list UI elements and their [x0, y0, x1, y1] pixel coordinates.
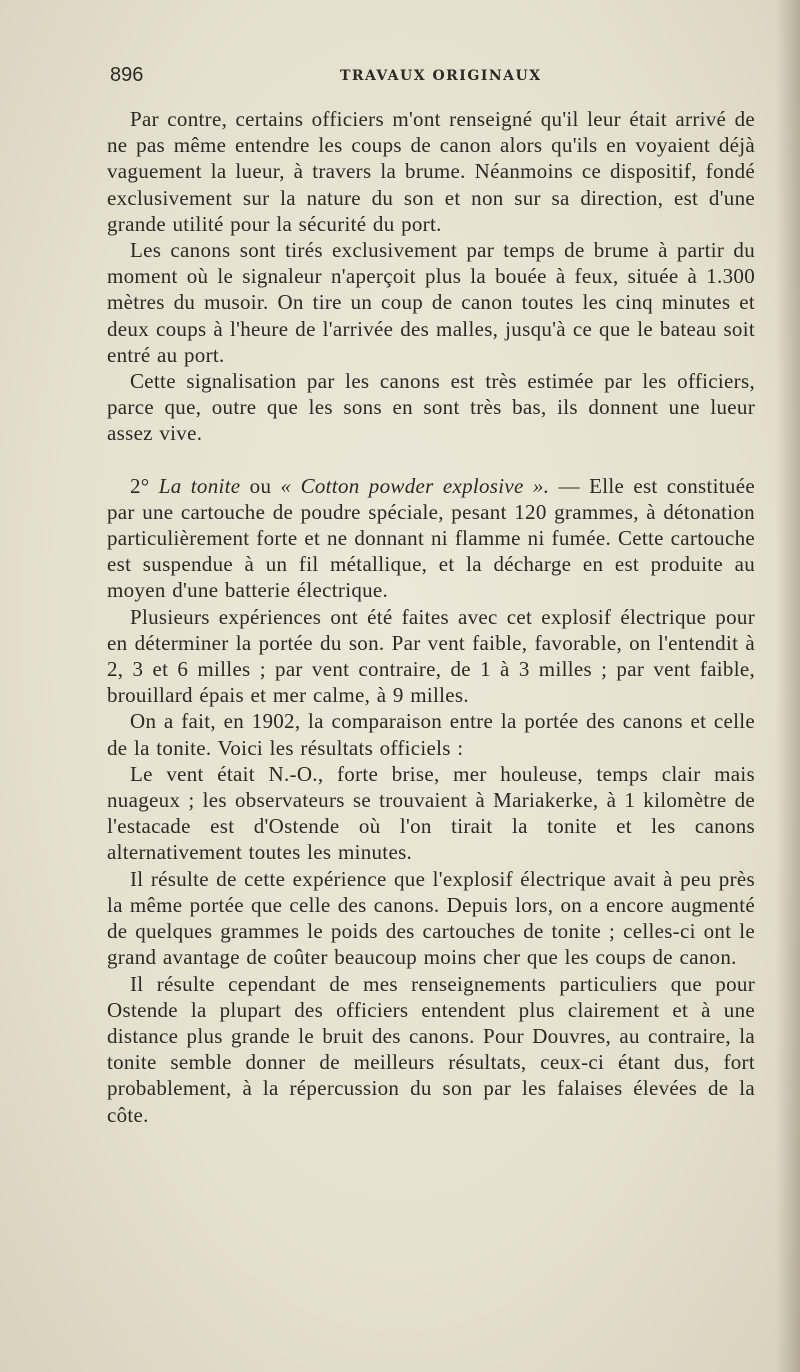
section-connector: ou [249, 473, 272, 498]
page-header [110, 64, 755, 90]
section-text: — Elle est constituée par une cartouche de poudre spéciale, pesant 120 grammes, à détonation particulièrement forte et ne donnant ni flamme ni fumée. Cette cartouche est suspendue à un fil métallique, et la décharge en est produite au moyen d'une batterie électrique. [107, 473, 755, 603]
paragraph-8: Il résulte cependant de mes renseignements particuliers que pour Ostende la plupart des officiers entendent plus clairement et à une distance plus grande le bruit des canons. Pour Douvres, au contraire, la tonite semble donner de meilleurs résultats, ceux-ci étant dus, fort probablement, à la répercussion du son par les falaises élevées de la côte. [107, 971, 755, 1127]
page-edge-shadow [776, 0, 800, 1372]
paragraph-2: Les canons sont tirés exclusivement par temps de brume à partir du moment où le signaleur n'aperçoit plus la bouée à feux, située à 1.300 mètres du musoir. On tire un coup de canon toutes les cinq minutes et deux coups à l'heure de l'arrivée des malles, jusqu'à ce que le bateau soit entré au port. [107, 238, 755, 367]
section-subtitle: « Cotton powder explosive ». [280, 473, 550, 498]
paragraph-4: Plusieurs expériences ont été faites avec cet explosif électrique pour en déterminer la portée du son. Par vent faible, favorable, on l'entendit à 2, 3 et 6 milles ; par vent contraire, de 1 à 3 milles ; par vent faible, brouillard épais et mer calme, à 9 milles. [107, 604, 755, 708]
paragraph-6: Le vent était N.-O., forte brise, mer houleuse, temps clair mais nuageux ; les observateurs se trouvaient à Mariakerke, à 1 kilomètre de l'estacade est d'Ostende où l'on tirait la tonite et les canons alternativement toutes les minutes. [107, 761, 755, 865]
paragraph-7: Il résulte de cette expérience que l'explosif électrique avait à peu près la même portée que celle des canons. Depuis lors, on a encore augmenté de quelques grammes le poids des cartouches de tonite ; celles-ci ont le grand avantage de coûter beaucoup moins cher que les coups de canon. [107, 866, 755, 970]
paragraph-5: On a fait, en 1902, la comparaison entre la portée des canons et celle de la tonite. Voici les résultats officiels : [107, 709, 755, 760]
page-number: 896 [110, 64, 144, 86]
section-number: 2° [130, 473, 150, 498]
paragraph-3: Cette signalisation par les canons est très estimée par les officiers, parce que, outre que les sons en sont très bas, ils donnent une lueur assez vive. [107, 369, 755, 446]
running-title: TRAVAUX ORIGINAUX [340, 68, 542, 84]
section-title: La tonite [158, 473, 241, 498]
body-text [107, 106, 755, 1128]
paragraph-1: Par contre, certains officiers m'ont renseigné qu'il leur était arrivé de ne pas même entendre les coups de canon alors qu'ils en voyaient déjà vaguement la lueur, à travers la brume. Néanmoins ce dispositif, fondé exclusivement sur la nature du son et non sur sa direction, est d'une grande utilité pour la sécurité du port. [107, 107, 755, 236]
section-2-paragraph [107, 473, 755, 604]
